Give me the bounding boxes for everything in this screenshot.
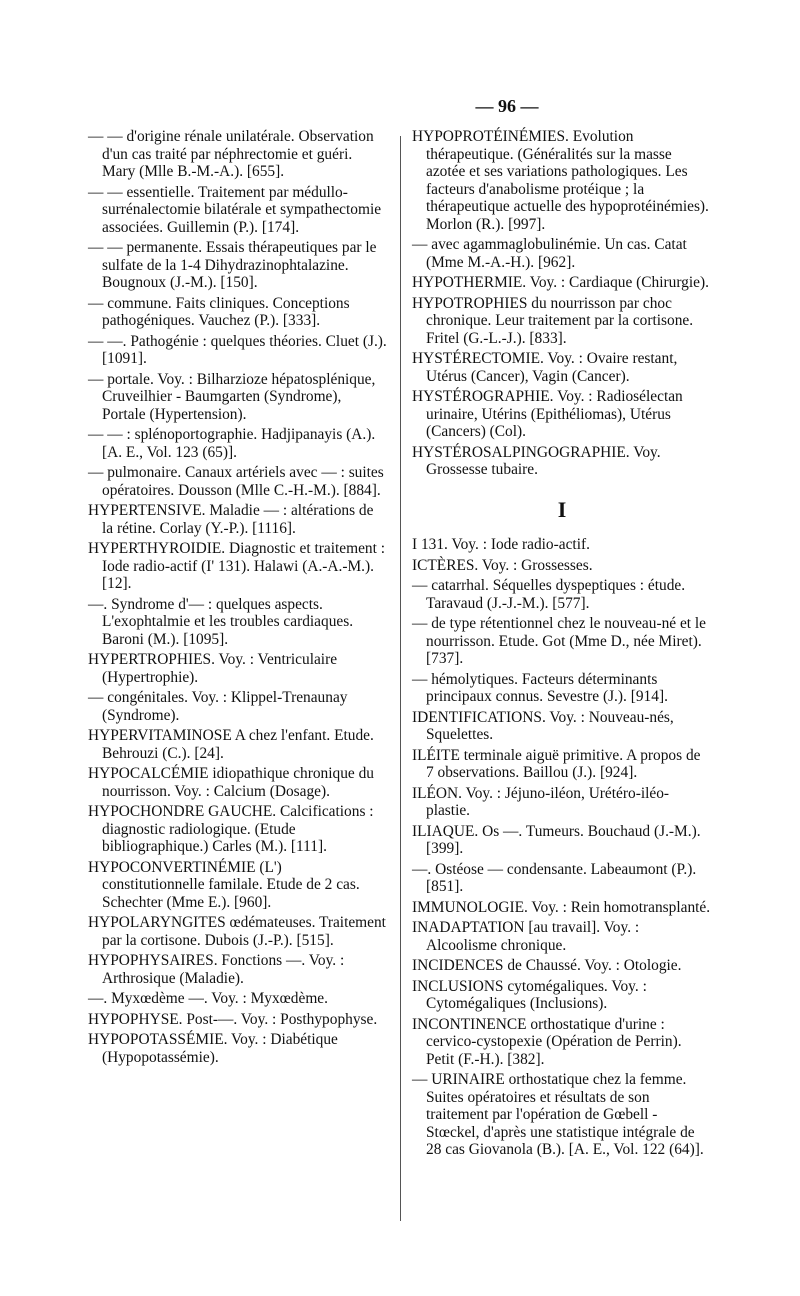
- index-entry: ILÉITE terminale aiguë primitive. A propos de 7 observations. Baillou (J.). [924].: [412, 746, 701, 781]
- index-entry: HYPERVITAMINOSE A chez l'enfant. Etude. Behrouzi (C.). [24].: [88, 727, 374, 762]
- index-entry: HYPOCHONDRE GAUCHE. Calcifications : diagnostic radiologique. (Etude bibliographique.) Carles (M.). [111].: [88, 803, 374, 855]
- index-entry: — — : splénoportographie. Hadjipanayis (A.). [A. E., Vol. 123 (65)].: [88, 426, 376, 461]
- index-entry: — — essentielle. Traitement par médullo-surrénalectomie bilatérale et sympathectomie associées. Guillemin (P.). [174].: [88, 183, 382, 236]
- index-entry: — de type rétentionnel chez le nouveau-né et le nourrisson. Etude. Got (Mme D., née Miret). [737].: [412, 615, 707, 667]
- index-entry: HYSTÉROGRAPHIE. Voy. : Radiosélectan urinaire, Utérins (Epithéliomas), Utérus (Cancers) (Col).: [412, 388, 683, 440]
- index-entry: IMMUNOLOGIE. Voy. : Rein homotransplanté.: [412, 898, 711, 916]
- index-entry: I 131. Voy. : Iode radio-actif.: [412, 536, 590, 553]
- index-entry: HYPOPOTASSÉMIE. Voy. : Diabétique (Hypopotassémie).: [88, 1031, 338, 1066]
- index-entry: HYPOTHERMIE. Voy. : Cardiaque (Chirurgie).: [412, 274, 709, 291]
- index-entry: HYPOTROPHIES du nourrisson par choc chronique. Leur traitement par la cortisone. Fritel (G.-L.-J.). [833].: [412, 294, 694, 347]
- index-entry: — avec agammaglobulinémie. Un cas. Catat (Mme M.-A.-H.). [962].: [412, 236, 687, 271]
- index-entry: —. Ostéose — condensante. Labeaumont (P.). [851].: [412, 860, 697, 895]
- index-entry: HYPERTENSIVE. Maladie — : altérations de la rétine. Corlay (Y.-P.). [1116].: [88, 502, 374, 537]
- right-column: [412, 128, 712, 1162]
- index-entry: ILÉON. Voy. : Jéjuno-iléon, Urétéro-iléo-plastie.: [412, 784, 670, 819]
- page-number: — 96 —: [475, 96, 539, 116]
- left-column: [88, 128, 388, 1069]
- index-entry: —. Syndrome d'— : quelques aspects. L'exophtalmie et les troubles cardiaques. Baroni (M.). [1095].: [88, 595, 354, 648]
- index-entry: INCONTINENCE orthostatique d'urine : cervico-cystopexie (Opération de Perrin). Petit (F.-H.). [382].: [412, 1015, 682, 1068]
- index-entry: HYSTÉROSALPINGOGRAPHIE. Voy. Grossesse tubaire.: [412, 443, 661, 478]
- index-entry: — congénitales. Voy. : Klippel-Trenaunay (Syndrome).: [88, 689, 348, 724]
- index-entry: IDENTIFICATIONS. Voy. : Nouveau-nés, Squelettes.: [412, 708, 674, 743]
- index-entry: — catarrhal. Séquelles dyspeptiques : étude. Taravaud (J.-J.-M.). [577].: [412, 577, 686, 612]
- index-entry: INCIDENCES de Chaussé. Voy. : Otologie.: [412, 957, 682, 974]
- index-entry: — hémolytiques. Facteurs déterminants principaux connus. Sevestre (J.). [914].: [412, 670, 668, 705]
- index-entry: HYSTÉRECTOMIE. Voy. : Ovaire restant, Utérus (Cancer), Vagin (Cancer).: [412, 350, 678, 385]
- index-entry: — URINAIRE orthostatique chez la femme. Suites opératoires et résultats de son traitement par l'opération de Gœbell - Stœckel, d'après une statistique intégrale de 28 cas Giovanola (B.). [A. E., Vol. 122 (64)].: [412, 1071, 704, 1158]
- index-entry: —. Myxœdème —. Voy. : Myxœdème.: [88, 990, 328, 1007]
- index-entry: HYPERTROPHIES. Voy. : Ventriculaire (Hypertrophie).: [88, 651, 338, 686]
- section-letter-heading: I: [557, 496, 567, 522]
- index-entry: HYPOPROTÉINÉMIES. Evolution thérapeutique. (Généralités sur la masse azotée et ses variations pathologiques. Les facteurs d'anabolisme protéique ; la thérapeutique actuelle des hypoprotéinémies). Morlon (R.). [997].: [412, 128, 709, 233]
- index-entry: — pulmonaire. Canaux artériels avec — : suites opératoires. Dousson (Mlle C.-H.-M.). [884].: [88, 464, 384, 499]
- index-entry: — commune. Faits cliniques. Conceptions pathogéniques. Vauchez (P.). [333].: [88, 294, 350, 329]
- index-entry: HYPOLARYNGITES œdémateuses. Traitement par la cortisone. Dubois (J.-P.). [515].: [88, 914, 386, 949]
- index-entry: HYPOCALCÉMIE idiopathique chronique du nourrisson. Voy. : Calcium (Dosage).: [88, 765, 374, 800]
- index-entry: — —. Pathogénie : quelques théories. Cluet (J.). [1091].: [88, 332, 387, 367]
- index-entry: — portale. Voy. : Bilharzioze hépatosplénique, Cruveilhier - Baumgarten (Syndrome), Portale (Hypertension).: [88, 370, 376, 423]
- column-divider: [400, 136, 401, 1221]
- index-entry: — — d'origine rénale unilatérale. Observation d'un cas traité par néphrectomie et guéri. Mary (Mlle B.-M.-A.). [655].: [88, 128, 374, 180]
- index-entry: HYPOPHYSE. Post-—. Voy. : Posthypophyse.: [88, 1010, 378, 1028]
- index-entry: HYPOPHYSAIRES. Fonctions —. Voy. : Arthrosique (Maladie).: [88, 952, 345, 987]
- index-entry: ILIAQUE. Os —. Tumeurs. Bouchaud (J.-M.). [399].: [412, 822, 701, 857]
- index-entry: — — permanente. Essais thérapeutiques par le sulfate de la 1-4 Dihydrazinophtalazine. Bougnoux (J.-M.). [150].: [88, 239, 377, 291]
- index-entry: INCLUSIONS cytomégaliques. Voy. : Cytomégaliques (Inclusions).: [412, 977, 647, 1012]
- index-entry: INADAPTATION [au travail]. Voy. : Alcoolisme chronique.: [412, 919, 640, 954]
- index-entry: HYPOCONVERTINÉMIE (L') constitutionnelle familale. Etude de 2 cas. Schechter (Mme E.). [960].: [88, 858, 360, 911]
- index-entry: HYPERTHYROIDIE. Diagnostic et traitement : Iode radio-actif (I' 131). Halawi (A.-A.-M.). [12].: [88, 540, 385, 592]
- index-entry: ICTÈRES. Voy. : Grossesses.: [412, 556, 593, 574]
